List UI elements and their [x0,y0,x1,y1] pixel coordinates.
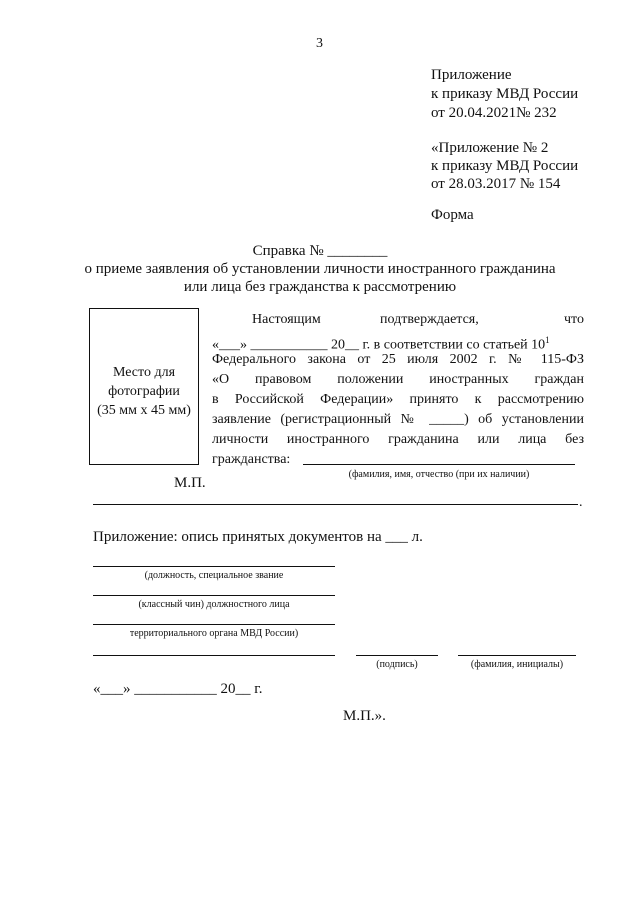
signature-line [356,655,438,656]
body-line-5: в Российской Федерации» принято к рассмотрению [212,392,584,407]
signature-caption: (подпись) [376,659,418,670]
appendix-line-1: Приложение [431,67,512,83]
position-line-3 [93,624,335,625]
appendix2-line-2: к приказу МВД России [431,158,579,174]
position-line-2 [93,595,335,596]
body-word-1: Настоящим [252,312,321,327]
photo-placeholder-box [89,308,199,465]
body-word-3: что [564,312,584,327]
certificate-subtitle-2: или лица без гражданства к рассмотрению [183,279,457,295]
appendix2-line-3: от 28.03.2017 № 154 [431,176,561,192]
name-field-line [303,464,575,465]
page-number: 3 [316,36,323,51]
photo-label-3: (35 мм х 45 мм) [97,403,191,418]
position-caption-3: территориального органа МВД России) [129,628,299,639]
name-field-caption: (фамилия, имя, отчество (при их наличии) [348,469,530,480]
position-line-1 [93,566,335,567]
attachment-line: Приложение: опись принятых документов на ___ л. [93,529,423,545]
appendix-line-2: к приказу МВД России [431,86,579,102]
article-superscript: 1 [545,335,550,345]
final-stamp-label: М.П.». [343,708,386,724]
certificate-subtitle-1: о приеме заявления об установлении личности иностранного гражданина [84,261,556,277]
position-caption-2: (классный чин) должностного лица [138,599,290,610]
date-line: «___» ___________ 20__ г. [93,681,263,697]
body-date-line: «___» ___________ 20__ г. в соответствии со статьей 10 [212,337,546,353]
body-line-3: Федерального закона от 25 июля 2002 г. № 115-ФЗ [212,352,584,367]
position-line-4 [93,655,335,656]
photo-label-2: фотографии [108,384,180,399]
stamp-label: М.П. [174,475,206,491]
name-initials-line [458,655,576,656]
body-line-6: заявление (регистрационный № _____) об установлении [212,412,584,427]
appendix2-line-1: «Приложение № 2 [431,140,549,156]
body-word-2: подтверждается, [380,312,479,327]
certificate-title: Справка № ________ [252,243,388,259]
form-label: Форма [431,207,474,223]
photo-label-1: Место для [112,365,176,380]
body-line-8: гражданства: [212,452,291,467]
divider-period: . [579,495,583,510]
body-line-7: личности иностранного гражданина или лица без [212,432,584,447]
position-caption-1: (должность, специальное звание [144,570,284,581]
name-initials-caption: (фамилия, инициалы) [470,659,564,670]
body-line-4: «О правовом положении иностранных граждан [212,372,584,387]
appendix-line-3: от 20.04.2021№ 232 [431,105,557,121]
long-divider-line [93,504,578,505]
